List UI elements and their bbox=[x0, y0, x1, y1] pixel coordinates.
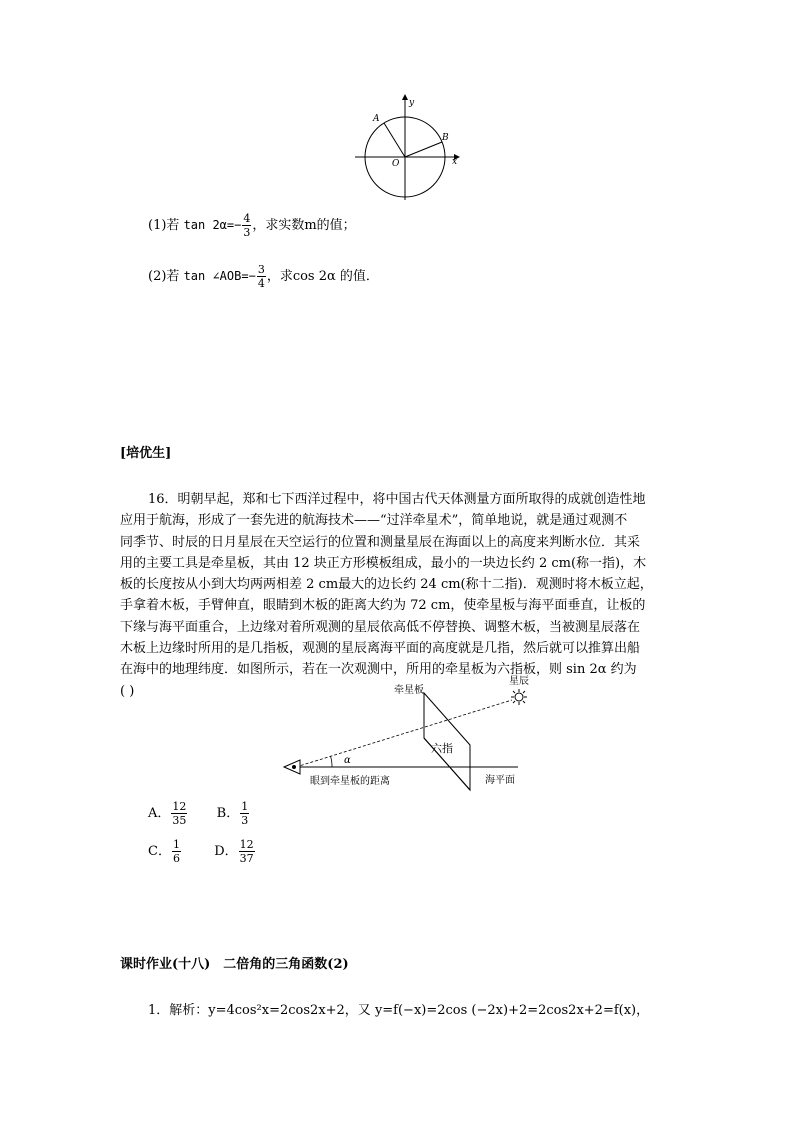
homework-title: 课时作业(十八) 二倍角的三角函数(2) bbox=[120, 957, 349, 972]
p16-line-8: 木板上边缘时所用的是几指板，观测的星辰离海平面的高度就是几指，然后就可以推算出船 bbox=[120, 641, 641, 657]
alpha-label: α bbox=[344, 755, 351, 766]
q2-fraction: $\frac{3}{4}$ bbox=[257, 263, 265, 290]
homework-line-1: 1．解析：y=4cos²x=2cos2x+2，又 y=f(−x)=2cos (−2x)+2=2cos2x+2=f(x)， bbox=[148, 1003, 650, 1018]
ray-oa bbox=[384, 123, 405, 157]
label-a: A bbox=[373, 114, 380, 124]
question-2: (2)若 tan ∠AOB=− $\frac{3}{4}$ ，求cos 2α 的值． bbox=[148, 263, 379, 290]
label-o: O bbox=[392, 159, 400, 169]
p16-line-3: 同季节、时辰的日月星辰在天空运行的位置和测量星辰在海面以上的高度来判断水位．其采 bbox=[120, 534, 641, 550]
p16-line-7: 下缘与海平面重合，上边缘对着所观测的星辰依高低不停替换、调整木板，当被测星辰落在 bbox=[120, 619, 641, 635]
board-label: 牵星板 bbox=[394, 685, 424, 696]
options-row-2 bbox=[148, 838, 256, 865]
option-b: B． $\frac{1}{3}$ bbox=[216, 800, 249, 827]
p16-line-9: 在海中的地理纬度．如图所示，若在一次观测中，所用的牵星板为六指板，则 sin 2α 约为 bbox=[120, 662, 637, 678]
angle-arc bbox=[331, 756, 333, 767]
sight-line bbox=[296, 700, 512, 767]
eye-pupil bbox=[292, 765, 296, 769]
p16-line-1: 16．明朝早起，郑和七下西洋过程中，将中国古代天体测量方面所取得的成就创造性地 bbox=[148, 492, 646, 507]
star-label: 星辰 bbox=[509, 676, 529, 687]
options-row-1 bbox=[148, 800, 250, 827]
unit-circle-figure bbox=[350, 92, 470, 202]
question-1: (1)若 tan 2α=− $\frac{4}{3}$ ，求实数m的值； bbox=[148, 212, 356, 239]
p16-line-10: ( ) bbox=[120, 683, 135, 699]
ray-ob bbox=[405, 142, 442, 157]
p16-line-4: 用的主要工具是牵星板，其由 12 块正方形模板组成，最小的一块边长约 2 cm(称一指)，木 bbox=[120, 555, 647, 571]
option-c: C． $\frac{1}{6}$ bbox=[148, 838, 180, 865]
p16-line-5: 板的长度按从小到大均两两相差 2 cm最大的边长约 24 cm(称十二指)．观测时将木板立起， bbox=[120, 577, 653, 593]
star-board-diagram bbox=[282, 670, 552, 800]
p16-line-2: 应用于航海，形成了一套先进的航海技术——“过洋牵星术”，简单地说，就是通过观测不 bbox=[120, 513, 628, 529]
option-d: D． $\frac{12}{37}$ bbox=[214, 838, 254, 865]
section-tag: [培优生] bbox=[120, 446, 172, 461]
sea-label: 海平面 bbox=[485, 775, 515, 786]
six-finger-label: 六指 bbox=[431, 742, 453, 755]
label-x: x bbox=[452, 157, 458, 167]
y-axis-arrow bbox=[402, 94, 408, 100]
sun-icon bbox=[511, 689, 527, 705]
distance-label: 眼到牵星板的距离 bbox=[310, 776, 390, 787]
option-a: A． $\frac{12}{35}$ bbox=[148, 800, 187, 827]
q1-fraction: $\frac{4}{3}$ bbox=[243, 212, 251, 239]
label-b: B bbox=[442, 133, 449, 143]
label-y: y bbox=[409, 98, 415, 108]
p16-line-6: 手拿着木板，手臂伸直，眼睛到木板的距离大约为 72 cm，使牵星板与海平面垂直，让板的 bbox=[120, 598, 646, 614]
